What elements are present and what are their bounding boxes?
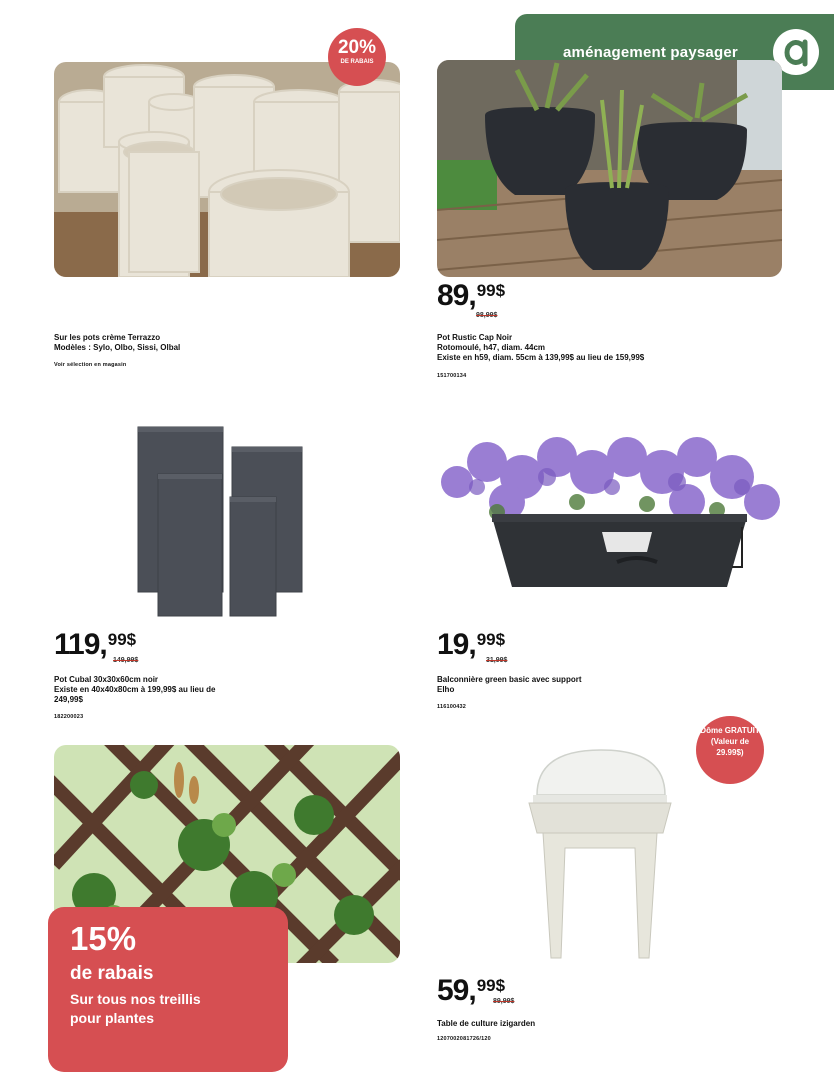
category-title: aménagement paysager xyxy=(563,43,738,61)
product-description: Balconnière green basic avec support Elho xyxy=(437,675,582,694)
planter-box-photo xyxy=(437,432,782,600)
price: 119, 99$ xyxy=(54,628,137,661)
product-sku: 151700134 xyxy=(437,373,467,379)
old-price: 149,99$ xyxy=(113,657,139,664)
trellis-promo-box xyxy=(48,907,288,1072)
product-sku: 116100432 xyxy=(437,704,467,710)
cream-pots-photo xyxy=(54,62,400,277)
promo-subtext: Sur tous nos treillis pour plantes xyxy=(70,991,201,1026)
rustic-pots-photo xyxy=(437,60,782,277)
product-sku: 1207002081726/120 xyxy=(437,1036,491,1042)
price: 89, 99$ xyxy=(437,279,506,312)
product-description: Pot Cubal 30x30x60cm noir Existe en 40x40x80cm à 199,99$ au lieu de 249,99$ xyxy=(54,675,216,704)
price: 59, 99$ xyxy=(437,974,506,1007)
free-dome-badge: Dôme GRATUIT (Valeur de 29.99$) xyxy=(696,716,764,784)
store-note: Voir sélection en magasin xyxy=(54,362,127,368)
promo-percent: 15% xyxy=(70,920,137,957)
cubal-pots-photo xyxy=(130,422,310,618)
product-description: Pot Rustic Cap Noir Rotomoulé, h47, diam. 44cm Existe en h59, diam. 55cm à 139,99$ au lieu de 159,99$ xyxy=(437,333,645,362)
product-sku: 182200023 xyxy=(54,714,84,720)
product-description: Sur les pots crème Terrazzo Modèles : Sylo, Olbo, Sissi, Olbal xyxy=(54,333,181,352)
price: 19, 99$ xyxy=(437,628,506,661)
old-price: 31,99$ xyxy=(486,657,508,664)
promo-label: de rabais xyxy=(70,963,154,984)
old-price: 89,99$ xyxy=(493,998,515,1005)
old-price: 98,99$ xyxy=(476,312,498,319)
product-description: Table de culture izigarden xyxy=(437,1019,536,1028)
grow-table-photo xyxy=(525,745,675,960)
discount-badge-20: 20% DE RABAIS xyxy=(328,28,386,86)
